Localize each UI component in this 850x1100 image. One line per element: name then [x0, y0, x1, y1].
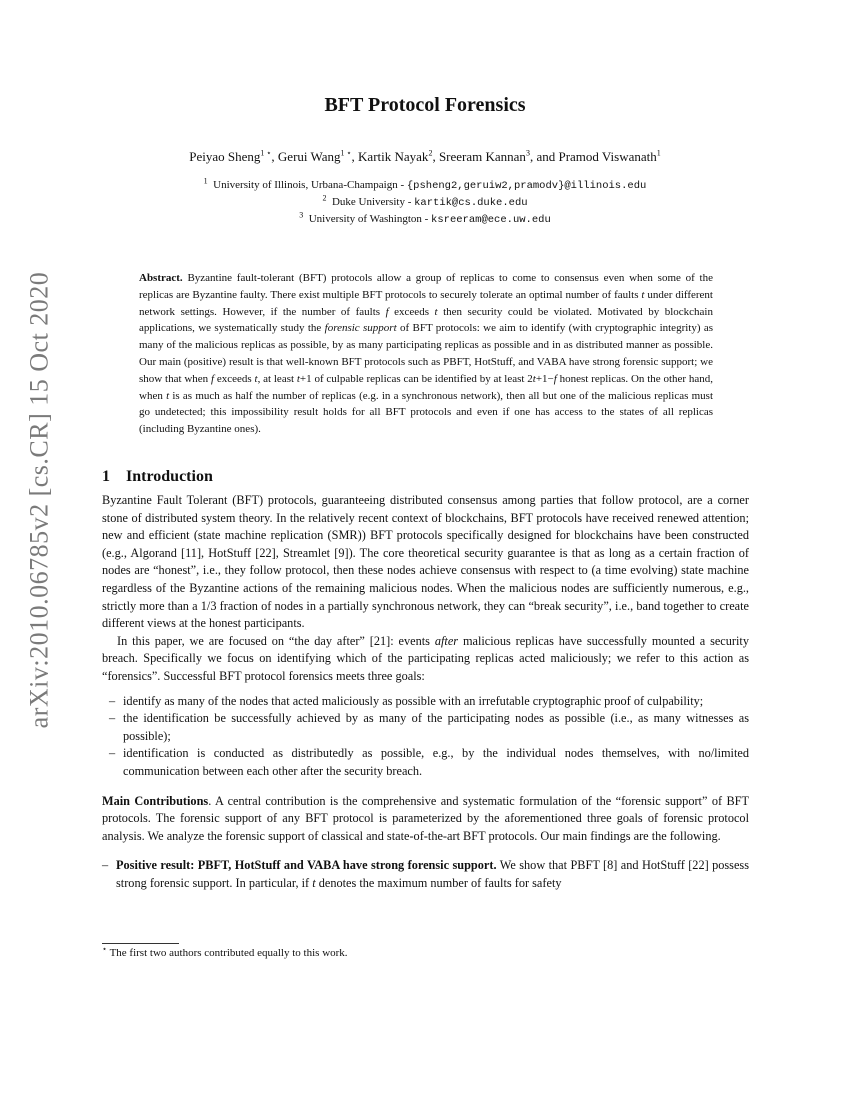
introduction-body	[102, 492, 749, 892]
affiliation-email: ksreeram@ece.uw.edu	[431, 214, 551, 226]
author-name: and Pramod Viswanath	[536, 149, 657, 164]
paper-title: BFT Protocol Forensics	[324, 94, 526, 116]
emphasis: after	[434, 633, 459, 648]
emphasis: forensic support	[324, 322, 397, 335]
arxiv-identifier-text: arXiv:2010.06785v2 [cs.CR] 15 Oct 2020	[24, 271, 53, 729]
paragraph: Byzantine Fault Tolerant (BFT) protocols, guaranteeing distributed consensus among parties that follow protocol, are a corner stone of distributed system theory. In the relatively recent context of blockchains, BFT protocols have received renewed attention; new and efficient (state machine replication (SMR)) BFT protocols specifically designed for blockchains have been constructed (e.g., Algorand [11], HotStuff [22], Streamlet [9]). The core theoretical security guarantee is that as long as a certain fraction of nodes are “honest”, i.e., they follow protocol, then these nodes achieve consensus with respect to (a time evolving) state machine regardless of the Byzantine actions of the remaining malicious nodes. When the malicious nodes are sufficiently numerous, e.g., strictly more than a 1/3 fraction of nodes in a partially synchronous network, they can “break security”, i.e., band together to create different views at the honest participants.	[102, 493, 749, 631]
abstract-label: Abstract.	[139, 272, 183, 284]
dash-bullet: –	[102, 858, 109, 873]
abstract-text: Byzantine fault-tolerant (BFT) protocols allow a group of replicas to come to consensus even when some of the replicas are Byzantine faulty. There exist multiple BFT protocols to securely tolerate an optimal number of faults	[139, 272, 714, 301]
affiliation-number: 3	[299, 210, 304, 220]
abstract: Abstract. Byzantine fault-tolerant (BFT) protocols allow a group of replicas to come to consensus even when some of the replicas are Byzantine faulty. There exist multiple BFT protocols to securely tolerate an optimal number of faults t under different network settings. However, if the number of faults f exceeds t then security could be violated. Motivated by blockchain applications, we systematically study the forensic support of BFT protocols: we aim to identify (with cryptographic integrity) as many of the malicious replicas as possible, by as many participating replicas as possible and in as distributed manner as possible. Our main (positive) result is that well-known BFT protocols such as PBFT, HotStuff, and VABA have strong forensic support; we show that when f exceeds t, at least t+1 of culpable replicas can be identified by at least 2t+1−f honest replicas. On the other hand, when t is as much as half the number of replicas (e.g. in a synchronous network), then all but one of the malicious replicas must go undetected; this impossibility result holds for all BFT protocols and even if one has access to the states of all replicas (including Byzantine ones).	[139, 272, 714, 436]
author-superscript: 1 ⋆	[260, 148, 272, 158]
list-item: – the identification be successfully achieved by as many of the participating nodes as possible (i.e., as many witnesses as possible);	[109, 711, 749, 743]
result-heading: Positive result: PBFT, HotStuff and VABA have strong forensic support.	[116, 858, 497, 873]
affiliation-text: University of Washington -	[308, 213, 432, 225]
author-name: Gerui Wang	[277, 149, 341, 164]
author-superscript: 1	[656, 148, 661, 158]
affiliation-email: {psheng2,geruiw2,pramodv}@illinois.edu	[406, 180, 647, 192]
affiliation-line	[0, 194, 850, 211]
dash-bullet: –	[109, 746, 116, 761]
footnote	[102, 944, 348, 959]
footnote-rule	[102, 943, 179, 944]
author-name: Kartik Nayak	[358, 149, 429, 164]
section-number: 1	[102, 468, 110, 485]
affiliation-number: 2	[322, 193, 327, 203]
author-list: Peiyao Sheng$^{1 ⋆}$, Gerui Wang$^{1 ⋆}$, Kartik Nayak$^2$, Sreeram Kannan$^3$, and Pramod Viswanath$^1$	[189, 148, 661, 164]
footnote-mark: ⋆	[102, 944, 108, 954]
author-name: Sreeram Kannan	[438, 149, 526, 164]
affiliation-text: Duke University -	[331, 196, 415, 208]
affiliation-text: University of Illinois, Urbana-Champaign -	[213, 179, 407, 191]
list-item: – identification is conducted as distributedly as possible, e.g., by the individual nodes themselves, with no/limited communication between each other after the security breach.	[109, 746, 749, 778]
footnote-text: The first two authors contributed equally to this work.	[107, 947, 348, 959]
paragraph: In this paper, we are focused on “the day after” [21]: events after malicious replicas have successfully mounted a security breach. Specifically we focus on identifying which of the participating replicas acted maliciously; we refer to this action as “forensics”. Successful BFT protocol forensics meets three goals:	[102, 633, 749, 683]
affiliations	[0, 177, 850, 228]
dash-bullet: –	[109, 711, 116, 726]
arxiv-identifier	[14, 271, 64, 729]
list-item: – identify as many of the nodes that acted maliciously as possible with an irrefutable cryptographic proof of culpability;	[102, 693, 749, 711]
run-in-heading: Main Contributions	[102, 793, 209, 808]
dash-bullet: –	[109, 693, 116, 708]
author-superscript: 3	[525, 148, 530, 158]
main-contributions-paragraph: Main Contributions. A central contribution is the comprehensive and systematic formulation of the “forensic support” of BFT protocols. The forensic support of any BFT protocol is parameterized by the aforementioned three goals of forensic protocol analysis. We analyze the forensic support of classical and state-of-the-art BFT protocols. Our main findings are the following.	[102, 793, 749, 843]
section-title: Introduction	[126, 468, 213, 485]
affiliation-line	[0, 211, 850, 228]
section-heading-introduction	[102, 468, 213, 486]
author-name: Peiyao Sheng	[189, 149, 261, 164]
affiliation-line	[0, 177, 850, 194]
affiliation-number: 1	[203, 176, 208, 186]
result-item: – Positive result: PBFT, HotStuff and VABA have strong forensic support. We show that PBFT [8] and HotStuff [22] possess strong forensic support. In particular, if t denotes the maximum number of faults for safety	[102, 858, 749, 890]
author-superscript: 2	[428, 148, 433, 158]
goals-list	[102, 693, 749, 781]
affiliation-email: kartik@cs.duke.edu	[414, 197, 528, 209]
author-superscript: 1 ⋆	[340, 148, 352, 158]
